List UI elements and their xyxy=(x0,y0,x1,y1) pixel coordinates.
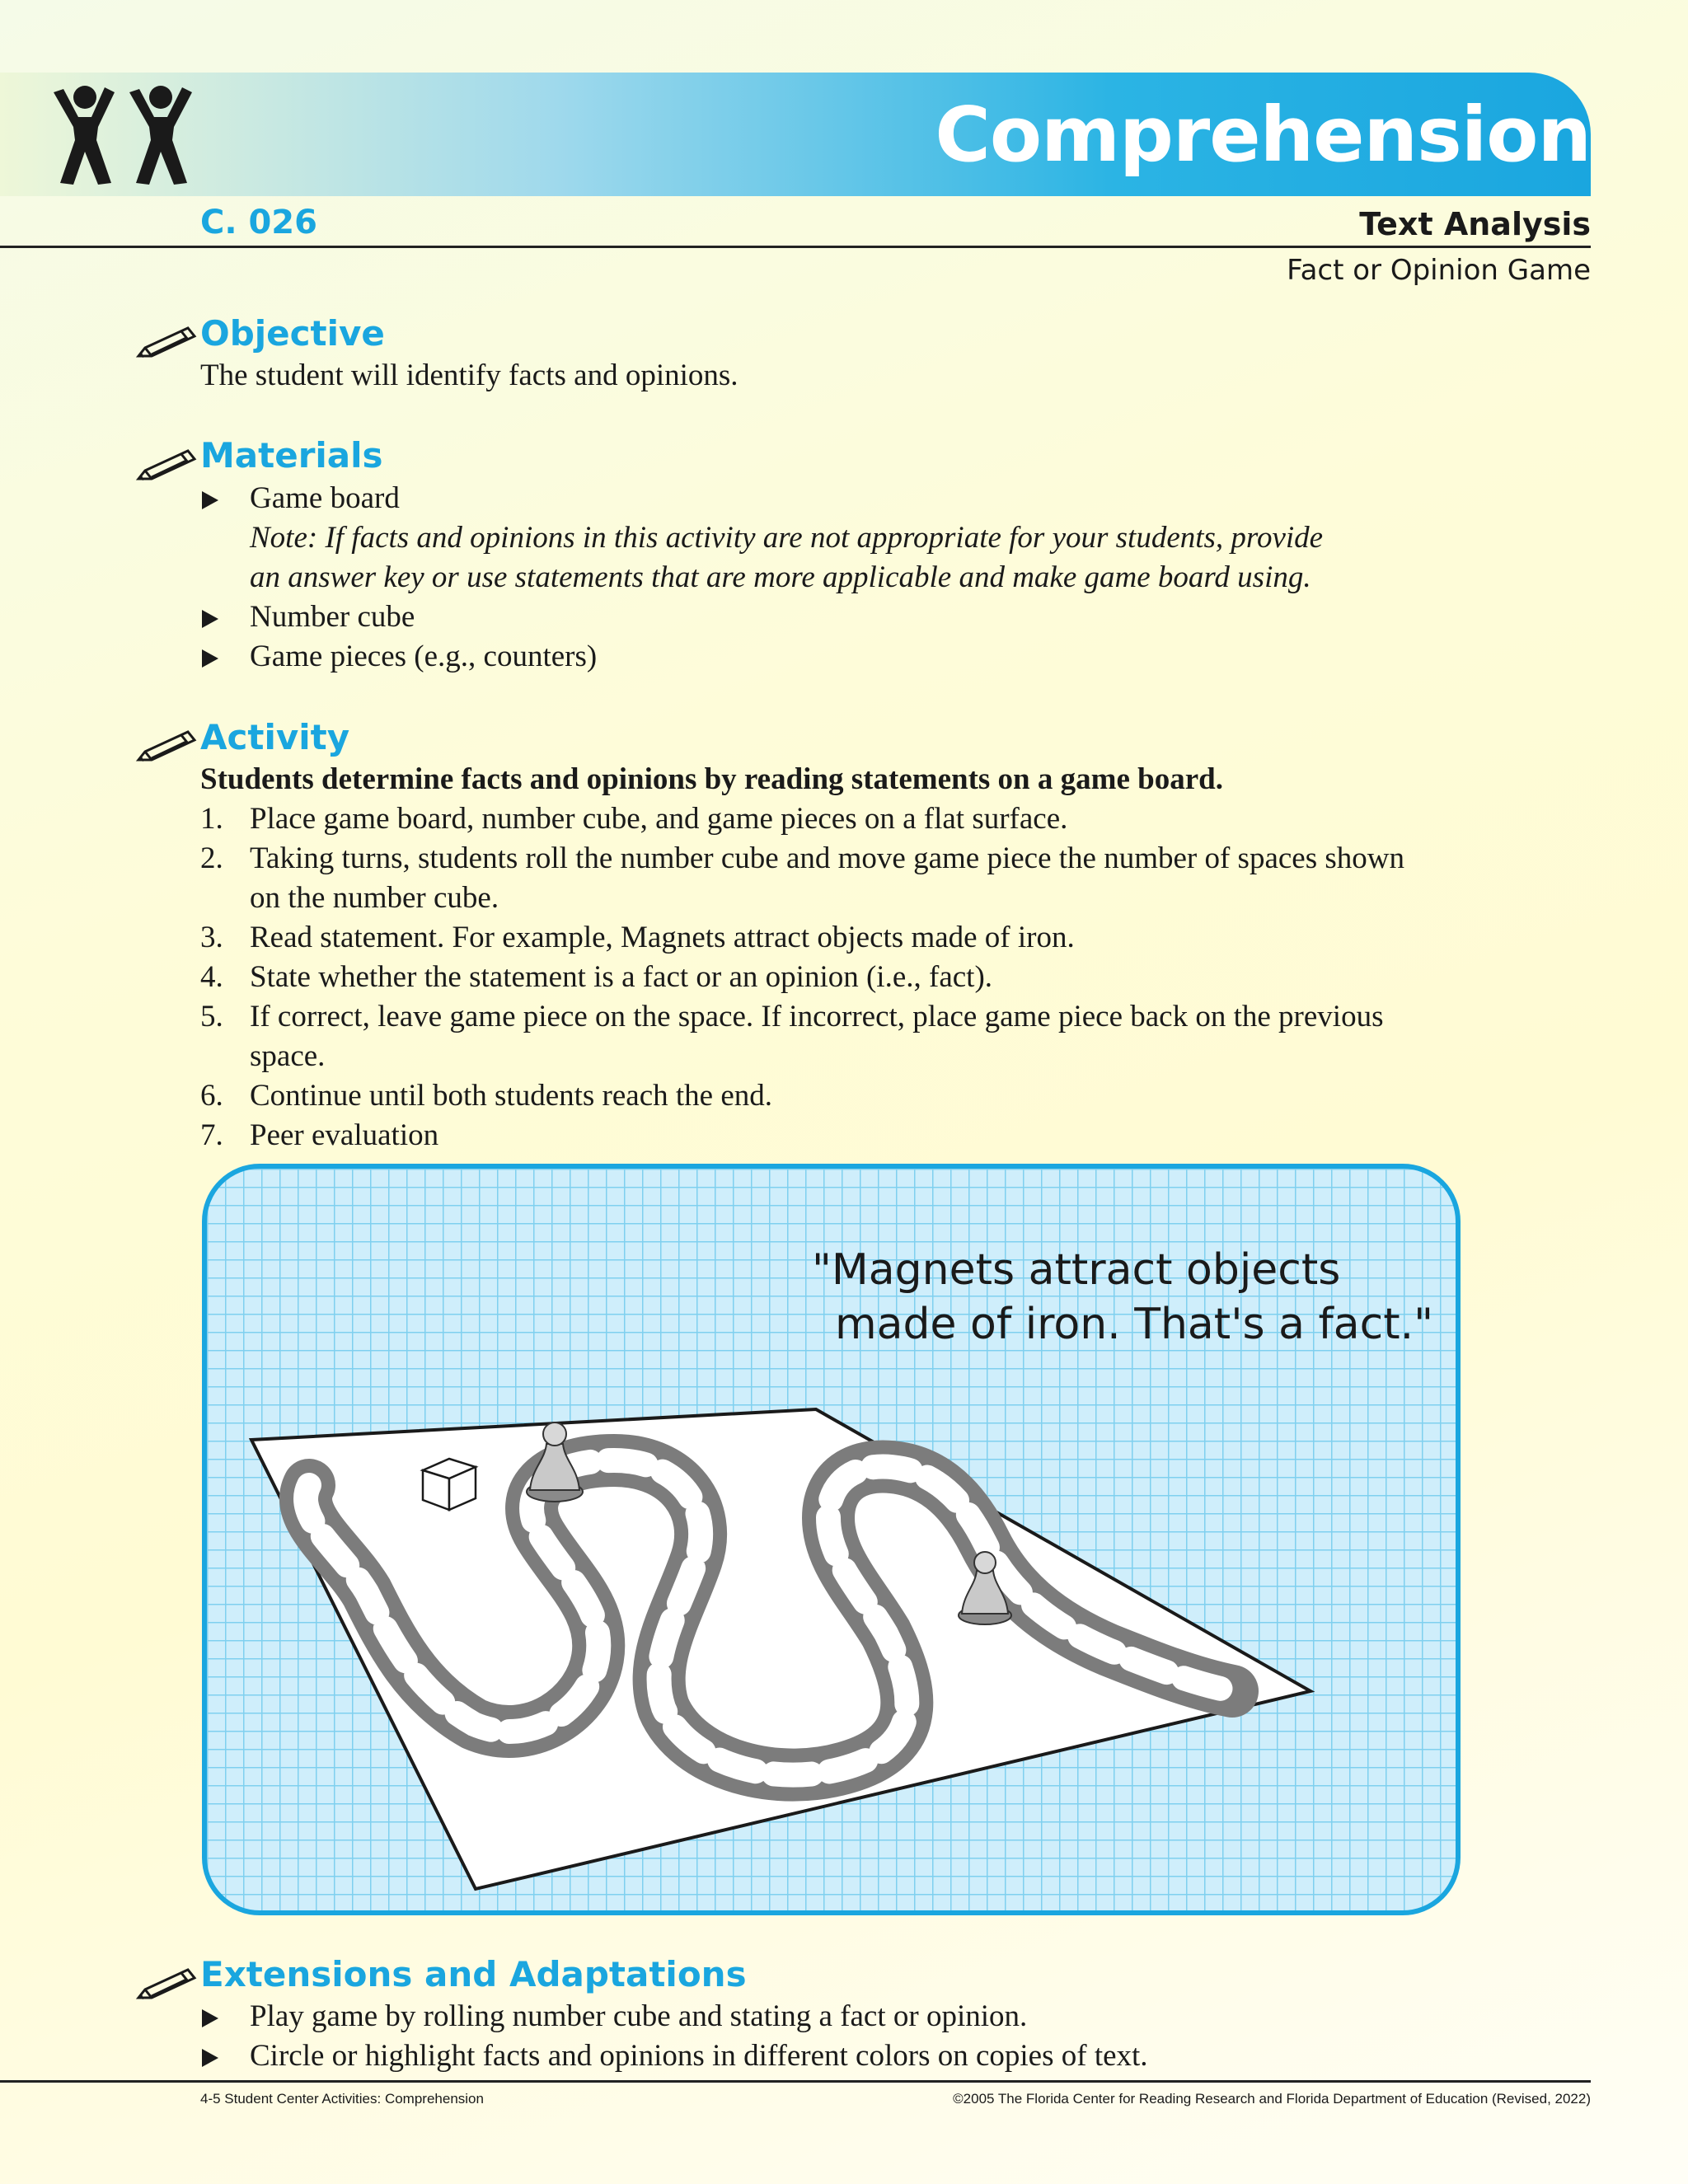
extensions-item: Circle or highlight facts and opinions in different colors on copies of text. xyxy=(250,2039,1148,2073)
materials-note-line1: Note: If facts and opinions in this activity are not appropriate for your students, provide xyxy=(250,521,1324,555)
objective-heading: Objective xyxy=(200,313,385,354)
step-number: 7. xyxy=(200,1118,223,1152)
pencil-icon xyxy=(134,1965,199,2004)
materials-item-game-pieces: Game pieces (e.g., counters) xyxy=(250,640,598,673)
triangle-bullet-icon xyxy=(202,2009,218,2027)
step-number: 1. xyxy=(200,802,223,836)
extensions-item: Play game by rolling number cube and stating a fact or opinion. xyxy=(250,1999,1028,2033)
pencil-icon xyxy=(134,446,199,485)
activity-subtitle: Fact or Opinion Game xyxy=(1287,254,1591,287)
activity-heading: Activity xyxy=(200,717,350,757)
materials-heading: Materials xyxy=(200,435,383,476)
header-divider xyxy=(0,246,1591,248)
objective-text: The student will identify facts and opinions. xyxy=(200,359,738,392)
quote-line: "Magnets attract objects xyxy=(812,1245,1341,1295)
footer-copyright: ©2005 The Florida Center for Reading Research and Florida Department of Education (Revised, 2022) xyxy=(953,2091,1591,2107)
step-number: 5. xyxy=(200,1000,223,1033)
pencil-icon xyxy=(134,727,199,766)
step-text: Taking turns, students roll the number cube and move game piece the number of spaces shown xyxy=(250,841,1404,875)
step-text: If correct, leave game piece on the space. If incorrect, place game piece back on the previous xyxy=(250,1000,1384,1033)
activity-intro: Students determine facts and opinions by reading statements on a game board. xyxy=(200,762,1223,796)
triangle-bullet-icon xyxy=(202,649,218,668)
step-text: Continue until both students reach the end. xyxy=(250,1079,773,1113)
speech-quote xyxy=(812,1243,1438,1352)
quote-line: made of iron. That's a fact." xyxy=(835,1300,1434,1349)
triangle-bullet-icon xyxy=(202,491,218,509)
step-text: Peer evaluation xyxy=(250,1118,439,1152)
step-text-continued: space. xyxy=(250,1039,326,1073)
step-text: State whether the statement is a fact or an opinion (i.e., fact). xyxy=(250,960,993,994)
footer-divider xyxy=(0,2080,1591,2083)
step-number: 6. xyxy=(200,1079,223,1113)
step-text: Place game board, number cube, and game pieces on a flat surface. xyxy=(250,802,1068,836)
triangle-bullet-icon xyxy=(202,610,218,628)
step-text: Read statement. For example, Magnets attract objects made of iron. xyxy=(250,921,1075,954)
footer-left: 4-5 Student Center Activities: Comprehension xyxy=(200,2091,484,2107)
materials-item-number-cube: Number cube xyxy=(250,600,415,634)
materials-item-game-board: Game board xyxy=(250,481,400,515)
subject-heading: Text Analysis xyxy=(1359,206,1591,242)
triangle-bullet-icon xyxy=(202,2049,218,2067)
step-number: 4. xyxy=(200,960,223,994)
materials-note-line2: an answer key or use statements that are more applicable and make game board using. xyxy=(250,560,1311,594)
step-text-continued: on the number cube. xyxy=(250,881,499,915)
step-number: 3. xyxy=(200,921,223,954)
activity-code: C. 026 xyxy=(200,204,317,241)
step-number: 2. xyxy=(200,841,223,875)
pencil-icon xyxy=(134,323,199,363)
page-title: Comprehension xyxy=(935,91,1591,179)
extensions-heading: Extensions and Adaptations xyxy=(200,1954,747,1994)
two-people-logo-icon xyxy=(45,82,202,185)
